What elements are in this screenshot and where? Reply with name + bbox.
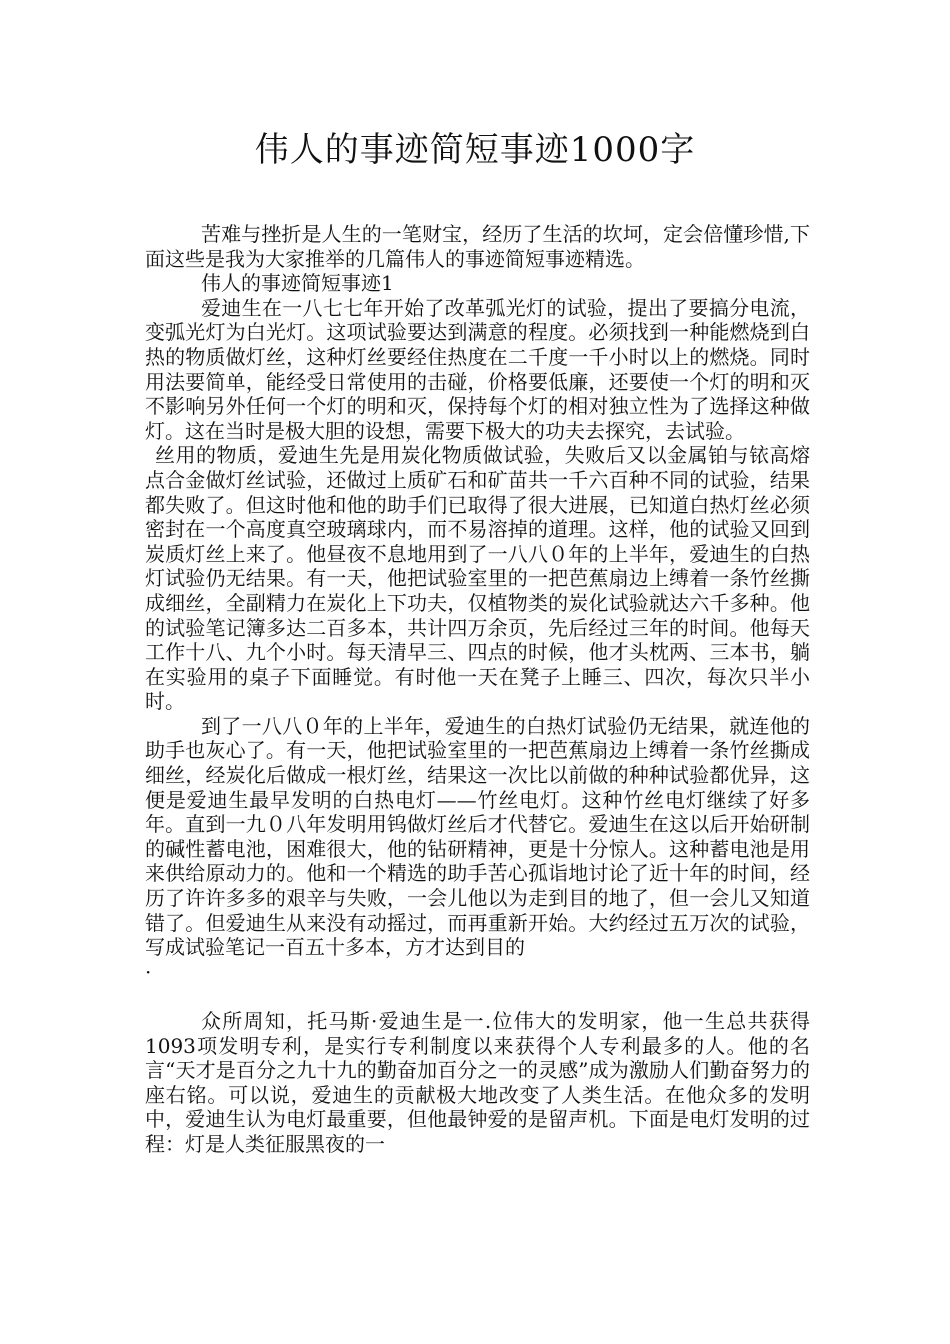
- document-title: 伟人的事迹简短事迹1000字: [254, 130, 696, 170]
- paragraph-bamboo-lamp: 到了一八八０年的上半年，爱迪生的白热灯试验仍无结果，就连他的助手也灰心了。有一天，他把试验室里的一把芭蕉扇边上缚着一条竹丝撕成细丝，经炭化后做成一根灯丝，结果这一次比以前做的种种试验都优异，这便是爱迪生最早发明的白热电灯——竹丝电灯。这种竹丝电灯继续了好多年。直到一九０八年发明用钨做灯丝后才代替它。爱迪生在这以后开始研制的碱性蓄电池，困难很大，他的钻研精神，更是十分惊人。这种蓄电池是用来供给原动力的。他和一个精选的助手苦心孤诣地讨论了近十年的时间，经历了许许多多的艰辛与失败，一会儿他以为走到目的地了，但一会儿又知道错了。但爱迪生从来没有动摇过，而再重新开始。大约经过五万次的试验，写成试验笔记一百五十多本，方才达到目的: [145, 713, 810, 960]
- paragraph-edison-experiment: 爱迪生在一八七七年开始了改革弧光灯的试验，提出了要搞分电流，变弧光灯为白光灯。这项试验要达到满意的程度。必须找到一种能燃烧到白热的物质做灯丝，这种灯丝要经住热度在二千度一千小时以上的燃烧。同时用法要简单，能经受日常使用的击碰，价格要低廉，还要使一个灯的明和灭不影响另外任何一个灯的明和灭，保持每个灯的相对独立性为了选择这种做灯。这在当时是极大胆的设想，需要下极大的功夫去探究，去试验。: [145, 295, 810, 443]
- separator-dot: ·: [145, 959, 152, 984]
- blank-line: [145, 984, 810, 1009]
- paragraph-edison-inventor: 众所周知，托马斯·爱迪生是一.位伟大的发明家，他一生总共获得1093项发明专利，是实行专利制度以来获得个人专利最多的人。他的名言“天才是百分之九十九的勤奋加百分之一的灵感”成为激励人们勤奋努力的座右铭。可以说，爱迪生的贡献极大地改变了人类生活。在他众多的发明中，爱迪生认为电灯最重要，但他最钟爱的是留声机。下面是电灯发明的过程：灯是人类征服黑夜的一: [145, 1009, 810, 1156]
- section-heading-1: 伟人的事迹简短事迹1: [201, 271, 394, 296]
- document-body: [145, 222, 810, 1157]
- paragraph-filament-materials: 丝用的物质，爱迪生先是用炭化物质做试验，失败后又以金属铂与铱高熔点合金做灯丝试验，还做过上质矿石和矿苗共一千六百种不同的试验，结果都失败了。但这时他和他的助手们已取得了很大进展，已知道白热灯丝必须密封在一个高度真空玻璃球内，而不易溶掉的道理。这样，他的试验又回到炭质灯丝上来了。他昼夜不息地用到了一八八０年的上半年，爱迪生的白热灯试验仍无结果。有一天，他把试验室里的一把芭蕉扇边上缚着一条竹丝撕成细丝，全副精力在炭化上下功夫，仅植物类的炭化试验就达六千多种。他的试验笔记簿多达二百多本，共计四万余页，先后经过三年的时间。他每天工作十八、九个小时。每天清早三、四点的时候，他才头枕两、三本书，躺在实验用的桌子下面睡觉。有时他一天在凳子上睡三、四次，每次只半小时。: [145, 443, 810, 714]
- paragraph-intro: 苦难与挫折是人生的一笔财宝，经历了生活的坎坷，定会倍懂珍惜,下面这些是我为大家推举的几篇伟人的事迹简短事迹精选。: [145, 222, 810, 271]
